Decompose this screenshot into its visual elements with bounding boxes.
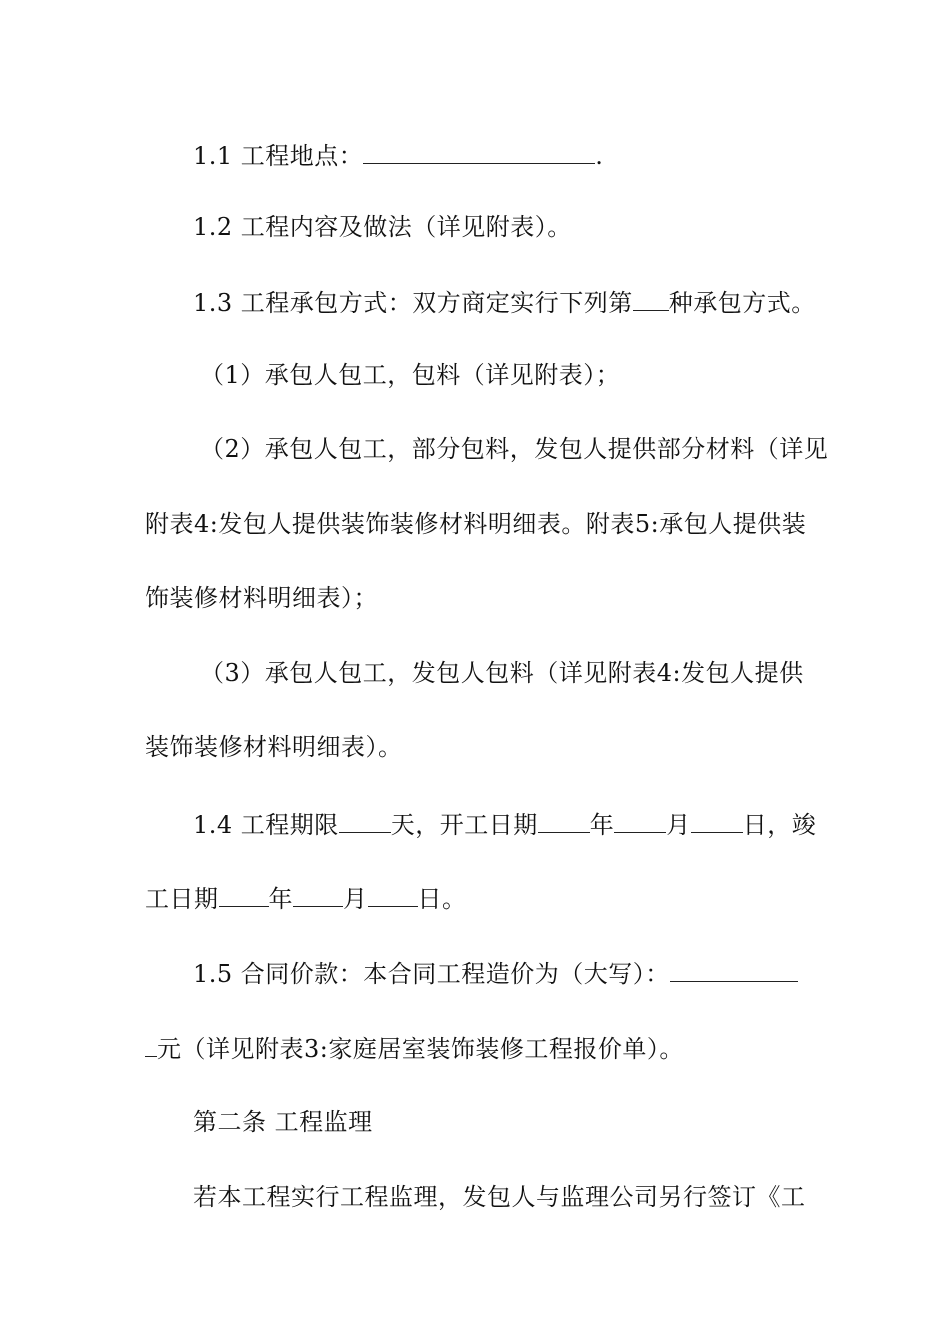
clause-1-4-line-1 <box>145 806 858 842</box>
start-year-blank[interactable] <box>538 806 590 833</box>
year-label: 年 <box>268 885 293 913</box>
month-label: 月 <box>666 811 691 839</box>
project-location-blank[interactable] <box>363 137 595 164</box>
contract-price-blank-cont[interactable] <box>145 1030 157 1057</box>
option-1: （1）承包人包工，包料（详见附表）； <box>200 361 621 389</box>
clause-1-3-end: 种承包方式。 <box>668 289 816 317</box>
start-date-label: 天，开工日期 <box>390 811 538 839</box>
clause-1-1-end: . <box>595 142 604 170</box>
option-2-line-3: 饰装修材料明细表）； <box>145 584 378 612</box>
clause-1-1-text: 1.1 工程地点： <box>193 142 364 170</box>
contract-price-label: 1.5 合同价款：本合同工程造价为（大写）： <box>193 960 670 988</box>
clause-1-5-line-1 <box>145 955 858 991</box>
option-3-line-2: 装饰装修材料明细表）。 <box>145 733 403 761</box>
end-date-label: 工日期 <box>145 885 219 913</box>
end-year-blank[interactable] <box>219 880 269 907</box>
start-day-blank[interactable] <box>691 806 743 833</box>
end-month-blank[interactable] <box>293 880 343 907</box>
clause-1-3-text: 1.3 工程承包方式：双方商定实行下列第 <box>193 289 633 317</box>
contract-price-blank[interactable] <box>670 955 798 982</box>
option-2-line-2: 附表4:发包人提供装饰装修材料明细表。附表5:承包人提供装 <box>145 510 807 538</box>
contract-price-unit: 元（详见附表3:家庭居室装饰装修工程报价单）。 <box>157 1035 684 1063</box>
end-day-blank[interactable] <box>368 880 418 907</box>
duration-days-blank[interactable] <box>339 806 391 833</box>
contract-mode-blank[interactable] <box>633 284 669 311</box>
clause-1-1 <box>145 137 858 173</box>
duration-label: 1.4 工程期限 <box>193 811 339 839</box>
clause-1-5-line-2 <box>145 1030 810 1066</box>
option-3-line-1: （3）承包人包工，发包人包料（详见附表4:发包人提供 <box>200 659 804 687</box>
article-2-text: 若本工程实行工程监理，发包人与监理公司另行签订《工 <box>193 1183 806 1211</box>
clause-1-2: 1.2 工程内容及做法（详见附表）。 <box>193 213 572 241</box>
year-label: 年 <box>589 811 615 839</box>
start-month-blank[interactable] <box>614 806 666 833</box>
month-label: 月 <box>343 885 368 913</box>
day-label: 日。 <box>417 885 467 913</box>
option-2-line-1: （2）承包人包工，部分包料，发包人提供部分材料（详见 <box>200 435 829 463</box>
article-2-heading: 第二条 工程监理 <box>193 1108 373 1136</box>
clause-1-3 <box>145 284 858 320</box>
clause-1-4-line-2 <box>145 880 810 916</box>
day-label: 日，竣 <box>742 811 817 839</box>
